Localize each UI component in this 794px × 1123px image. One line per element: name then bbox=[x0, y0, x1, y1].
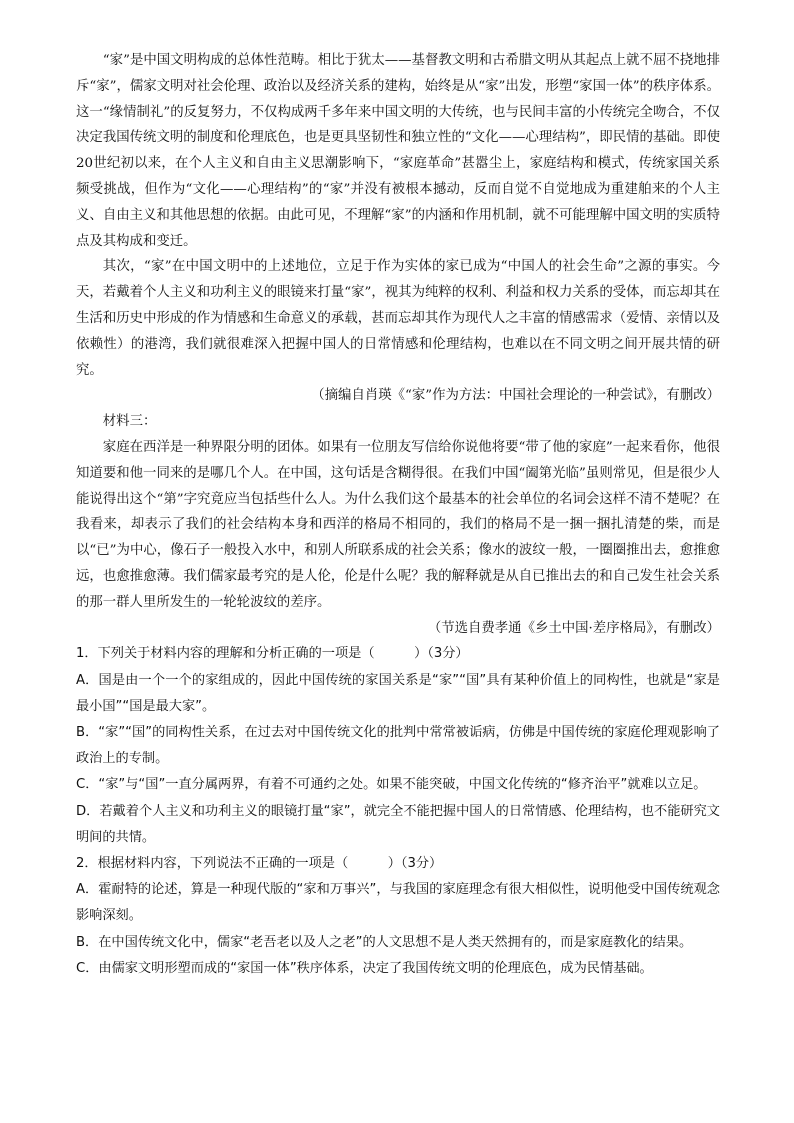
question-2-option-b: B．在中国传统文化中，儒家“老吾老以及人之老”的人文思想不是人类天然拥有的，而是家庭教化的结果。 bbox=[76, 934, 693, 950]
question-1-option-b: B．“家”“国”的同构性关系，在过去对中国传统文化的批判中常常被诟病，仿佛是中国传统的家庭伦理观影响了政治上的专制。 bbox=[76, 724, 720, 767]
question-1-option-a: A．国是由一个一个的家组成的，因此中国传统的家国关系是“家”“国”具有某种价值上的同构性，也就是“家是最小国”“国是最大家”。 bbox=[76, 672, 720, 714]
question-2-stem: 2．根据材料内容，下列说法不正确的一项是（ ）（3分） bbox=[76, 855, 443, 871]
question-1-option-c: C．“家”与“国”一直分属两界，有着不可通约之处。如果不能突破，中国文化传统的“修齐治平”就难以立足。 bbox=[76, 777, 707, 793]
question-2-option-c: C．由儒家文明形塑而成的“家国一体”秩序体系，决定了我国传统文明的伦理底色，成为民情基础。 bbox=[76, 960, 653, 976]
material2-attribution: （摘编自肖瑛《“家”作为方法：中国社会理论的一种尝试》，有删改） bbox=[311, 388, 720, 404]
material2-paragraph-2: 其次，“家”在中国文明中的上述地位，立足于作为实体的家已成为“中国人的社会生命”之源的事实。今天，若戴着个人主义和功利主义的眼镜来打量“家”，视其为纯粹的权利、利益和权力关系的受体，而忘却其在生活和历史中形成的作为情感和生命意义的承载，甚而忘却其作为现代人之丰富的情感需求（爱情、亲情以及依赖性）的港湾，我们就很难深入把握中国人的日常情感和伦理结构，也难以在不同文明之间开展共情的研究。 bbox=[76, 259, 720, 378]
question-2 bbox=[76, 851, 720, 982]
exam-page bbox=[76, 48, 720, 982]
material2-paragraph-1: “家”是中国文明构成的总体性范畴。相比于犹太——基督教文明和古希腊文明从其起点上就不屈不挠地排斥“家”，儒家文明对社会伦理、政治以及经济关系的建构，始终是从“家”出发，形塑“家国一体”的秩序体系。这一“缘情制礼”的反复努力，不仅构成两千多年来中国文明的大传统，也与民间丰富的小传统完全吻合，不仅决定我国传统文明的制度和伦理底色，也是更具坚韧性和独立性的“文化——心理结构”，即民情的基础。即使20世纪初以来，在个人主义和自由主义思潮影响下，“家庭革命”甚嚣尘上，家庭结构和模式，传统家国关系频受挑战，但作为“文化——心理结构”的“家”并没有被根本撼动，反而自觉不自觉地成为重建舶来的个人主义、自由主义和其他思想的依据。由此可见，不理解“家”的内涵和作用机制，就不可能理解中国文明的实质特点及其构成和变迁。 bbox=[76, 53, 720, 249]
material3-label: 材料三： bbox=[102, 414, 157, 430]
question-1-option-d: D．若戴着个人主义和功利主义的眼镜打量“家”，就完全不能把握中国人的日常情感、伦理结构，也不能研究文明间的共情。 bbox=[76, 803, 720, 845]
material3-attribution: （节选自费孝通《乡土中国·差序格局》，有删改） bbox=[427, 620, 720, 636]
question-1-stem: 1．下列关于材料内容的理解和分析正确的一项是（ ）（3分） bbox=[76, 646, 469, 662]
material3-paragraph: 家庭在西洋是一种界限分明的团体。如果有一位朋友写信给你说他将要“带了他的家庭”一起来看你，他很知道要和他一同来的是哪几个人。在中国，这句话是含糊得很。在我们中国“阖第光临”虽则常见，但是很少人能说得出这个“第”字究竟应当包括些什么人。为什么我们这个最基本的社会单位的名词会这样不清不楚呢？在我看来，却表示了我们的社会结构本身和西洋的格局不相同的，我们的格局不是一捆一捆扎清楚的柴，而是以“已”为中心，像石子一般投入水中，和别人所联系成的社会关系；像水的波纹一般，一圈圈推出去，愈推愈远，也愈推愈薄。我们儒家最考究的是人伦，伦是什么呢？我的解释就是从自已推出去的和自己发生社会关系的那一群人里所发生的一轮轮波纹的差序。 bbox=[76, 439, 720, 610]
question-2-option-a: A．霍耐特的论述，算是一种现代版的“家和万事兴”，与我国的家庭理念有很大相似性，说明他受中国传统观念影响深刻。 bbox=[76, 882, 720, 924]
question-1 bbox=[76, 641, 720, 851]
